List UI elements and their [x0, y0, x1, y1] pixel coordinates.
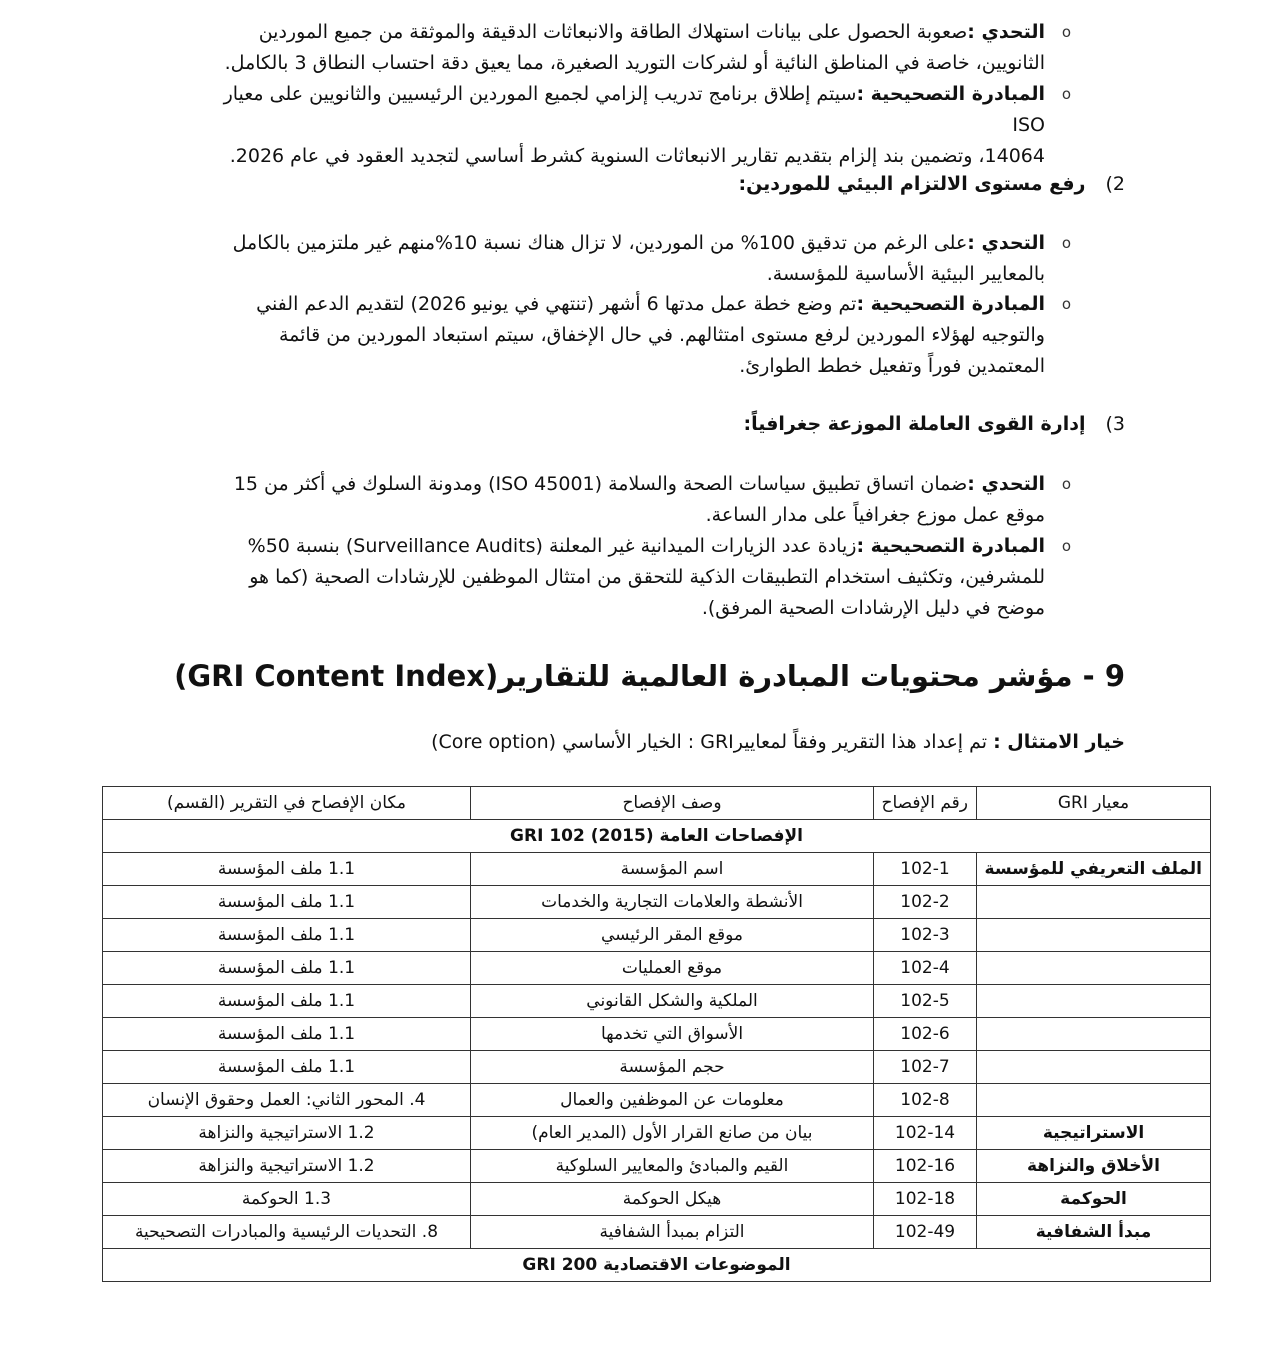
- cell-description: القيم والمبادئ والمعايير السلوكية: [471, 1150, 874, 1183]
- group-economic-topics: الموضوعات الاقتصادية GRI 200: [103, 1249, 1211, 1282]
- cell-disclosure-number: 102-7: [874, 1051, 977, 1084]
- initiative-text-line3: المعتمدين فوراً وتفعيل خطط الطوارئ.: [739, 355, 1045, 377]
- initiative-label: المبادرة التصحيحية :: [856, 83, 1045, 105]
- challenge-label: التحدي :: [967, 21, 1045, 43]
- header-description: وصف الإفصاح: [471, 787, 874, 820]
- challenge-text-line2: الثانويين، خاصة في المناطق النائية أو لشركات التوريد الصغيرة، مما يعيق دقة احتساب النطاق 3 بالكامل.: [224, 52, 1045, 74]
- item-number: 3): [1105, 413, 1125, 435]
- cell-location: 1.1 ملف المؤسسة: [103, 919, 471, 952]
- cell-description: الأنشطة والعلامات التجارية والخدمات: [471, 886, 874, 919]
- table-row: [103, 1183, 1211, 1216]
- challenge-text-line1: صعوبة الحصول على بيانات استهلاك الطاقة والانبعاثات الدقيقة والموثقة من جميع الموردين: [258, 21, 968, 43]
- cell-disclosure-number: 102-3: [874, 919, 977, 952]
- item-number: 2): [1105, 173, 1125, 195]
- initiative-text-line1: تم وضع خطة عمل مدتها 6 أشهر (تنتهي في يونيو 2026) لتقديم الدعم الفني: [256, 293, 857, 315]
- cell-standard: [977, 886, 1211, 919]
- initiative-label: المبادرة التصحيحية :: [856, 535, 1045, 557]
- table-group-row: [103, 1249, 1211, 1282]
- cell-disclosure-number: 102-18: [874, 1183, 977, 1216]
- cell-standard: [977, 919, 1211, 952]
- cell-disclosure-number: 102-16: [874, 1150, 977, 1183]
- item-title: إدارة القوى العاملة الموزعة جغرافياً:: [743, 413, 1086, 435]
- bullet-circle-icon: o: [1061, 475, 1071, 493]
- cell-location: 1.1 ملف المؤسسة: [103, 1051, 471, 1084]
- item-title: رفع مستوى الالتزام البيئي للموردين:: [738, 173, 1086, 195]
- table-group-row: [103, 820, 1211, 853]
- header-number: رقم الإفصاح: [874, 787, 977, 820]
- cell-disclosure-number: 102-14: [874, 1117, 977, 1150]
- challenge-bullet: [195, 469, 1071, 531]
- cell-standard: [977, 1084, 1211, 1117]
- cell-disclosure-number: 102-4: [874, 952, 977, 985]
- header-location: مكان الإفصاح في التقرير (القسم): [103, 787, 471, 820]
- table-row: [103, 853, 1211, 886]
- cell-location: 1.1 ملف المؤسسة: [103, 985, 471, 1018]
- cell-location: 1.1 ملف المؤسسة: [103, 952, 471, 985]
- initiative-text-line1: زيادة عدد الزيارات الميدانية غير المعلنة (Surveillance Audits) بنسبة 50%: [247, 535, 857, 557]
- compliance-option: [431, 727, 1125, 757]
- initiative-bullet: [195, 79, 1071, 172]
- cell-location: 1.3 الحوكمة: [103, 1183, 471, 1216]
- initiative-text-line3: موضح في دليل الإرشادات الصحية المرفق).: [701, 597, 1045, 619]
- cell-description: اسم المؤسسة: [471, 853, 874, 886]
- challenge-label: التحدي :: [967, 473, 1045, 495]
- cell-location: 1.2 الاستراتيجية والنزاهة: [103, 1117, 471, 1150]
- subheading-item-3: [743, 409, 1125, 439]
- cell-standard: [977, 1018, 1211, 1051]
- table-row: [103, 1084, 1211, 1117]
- table-header-row: [103, 787, 1211, 820]
- initiative-text-line2: للمشرفين، وتكثيف استخدام التطبيقات الذكية للتحقق من امتثال الموظفين للإرشادات الصحية (كما هو: [249, 566, 1045, 588]
- header-standard: معيار GRI: [977, 787, 1211, 820]
- cell-location: 1.2 الاستراتيجية والنزاهة: [103, 1150, 471, 1183]
- cell-description: بيان من صانع القرار الأول (المدير العام): [471, 1117, 874, 1150]
- cell-standard: [977, 1051, 1211, 1084]
- table-row: [103, 952, 1211, 985]
- cell-location: 1.1 ملف المؤسسة: [103, 1018, 471, 1051]
- table-row: [103, 1216, 1211, 1249]
- initiative-bullet: [195, 289, 1071, 382]
- initiative-text-line1: سيتم إطلاق برنامج تدريب إلزامي لجميع الموردين الرئيسيين والثانويين على معيار ISO: [223, 83, 1045, 136]
- table-row: [103, 985, 1211, 1018]
- initiative-text-line2: 14064، وتضمين بند إلزام بتقديم تقارير الانبعاثات السنوية كشرط أساسي لتجديد العقود في عام 2026.: [229, 145, 1045, 167]
- cell-location: 1.1 ملف المؤسسة: [103, 853, 471, 886]
- table-row: [103, 1150, 1211, 1183]
- cell-disclosure-number: 102-5: [874, 985, 977, 1018]
- table-body: [103, 853, 1211, 1249]
- challenge-text-line2: موقع عمل موزع جغرافياً على مدار الساعة.: [705, 504, 1045, 526]
- cell-standard: الاستراتيجية: [977, 1117, 1211, 1150]
- bullet-circle-icon: o: [1061, 537, 1071, 555]
- cell-description: هيكل الحوكمة: [471, 1183, 874, 1216]
- cell-description: الملكية والشكل القانوني: [471, 985, 874, 1018]
- challenge-bullet: [195, 17, 1071, 79]
- cell-description: موقع المقر الرئيسي: [471, 919, 874, 952]
- cell-description: الأسواق التي تخدمها: [471, 1018, 874, 1051]
- compliance-label: خيار الامتثال :: [993, 731, 1125, 753]
- cell-description: موقع العمليات: [471, 952, 874, 985]
- cell-disclosure-number: 102-1: [874, 853, 977, 886]
- bullet-circle-icon: o: [1061, 23, 1071, 41]
- initiative-text-line2: والتوجيه لهؤلاء الموردين لرفع مستوى امتثالهم. في حال الإخفاق، سيتم استبعاد الموردين من قائمة: [278, 324, 1045, 346]
- subheading-item-2: [738, 169, 1125, 199]
- challenge-text-line1: ضمان اتساق تطبيق سياسات الصحة والسلامة (ISO 45001) ومدونة السلوك في أكثر من 15: [233, 473, 968, 495]
- table-row: [103, 886, 1211, 919]
- cell-location: 8. التحديات الرئيسية والمبادرات التصحيحية: [103, 1216, 471, 1249]
- cell-disclosure-number: 102-2: [874, 886, 977, 919]
- initiative-bullet: [195, 531, 1071, 624]
- challenge-bullet: [195, 228, 1071, 290]
- table-row: [103, 1117, 1211, 1150]
- section-title: 9 - مؤشر محتويات المبادرة العالمية للتقارير(GRI Content Index): [174, 659, 1125, 693]
- initiative-label: المبادرة التصحيحية :: [856, 293, 1045, 315]
- cell-standard: [977, 985, 1211, 1018]
- group-general-disclosures: الإفصاحات العامة (2015) GRI 102: [103, 820, 1211, 853]
- cell-disclosure-number: 102-49: [874, 1216, 977, 1249]
- cell-standard: الحوكمة: [977, 1183, 1211, 1216]
- challenge-label: التحدي :: [967, 232, 1045, 254]
- cell-standard: الأخلاق والنزاهة: [977, 1150, 1211, 1183]
- gri-content-index-table: [102, 786, 1211, 1282]
- cell-disclosure-number: 102-8: [874, 1084, 977, 1117]
- challenge-text-line2: بالمعايير البيئية الأساسية للمؤسسة.: [766, 263, 1045, 285]
- cell-standard: مبدأ الشفافية: [977, 1216, 1211, 1249]
- cell-disclosure-number: 102-6: [874, 1018, 977, 1051]
- bullet-circle-icon: o: [1061, 295, 1071, 313]
- bullet-circle-icon: o: [1061, 85, 1071, 103]
- cell-description: معلومات عن الموظفين والعمال: [471, 1084, 874, 1117]
- table-row: [103, 919, 1211, 952]
- cell-standard: الملف التعريفي للمؤسسة: [977, 853, 1211, 886]
- compliance-text: تم إعداد هذا التقرير وفقاً لمعاييرGRI : الخيار الأساسي (Core option): [431, 731, 994, 753]
- table-row: [103, 1018, 1211, 1051]
- cell-location: 1.1 ملف المؤسسة: [103, 886, 471, 919]
- cell-location: 4. المحور الثاني: العمل وحقوق الإنسان: [103, 1084, 471, 1117]
- cell-description: التزام بمبدأ الشفافية: [471, 1216, 874, 1249]
- cell-description: حجم المؤسسة: [471, 1051, 874, 1084]
- cell-standard: [977, 952, 1211, 985]
- challenge-text-line1: على الرغم من تدقيق 100% من الموردين، لا تزال هناك نسبة 10%منهم غير ملتزمين بالكامل: [232, 232, 968, 254]
- bullet-circle-icon: o: [1061, 234, 1071, 252]
- table-row: [103, 1051, 1211, 1084]
